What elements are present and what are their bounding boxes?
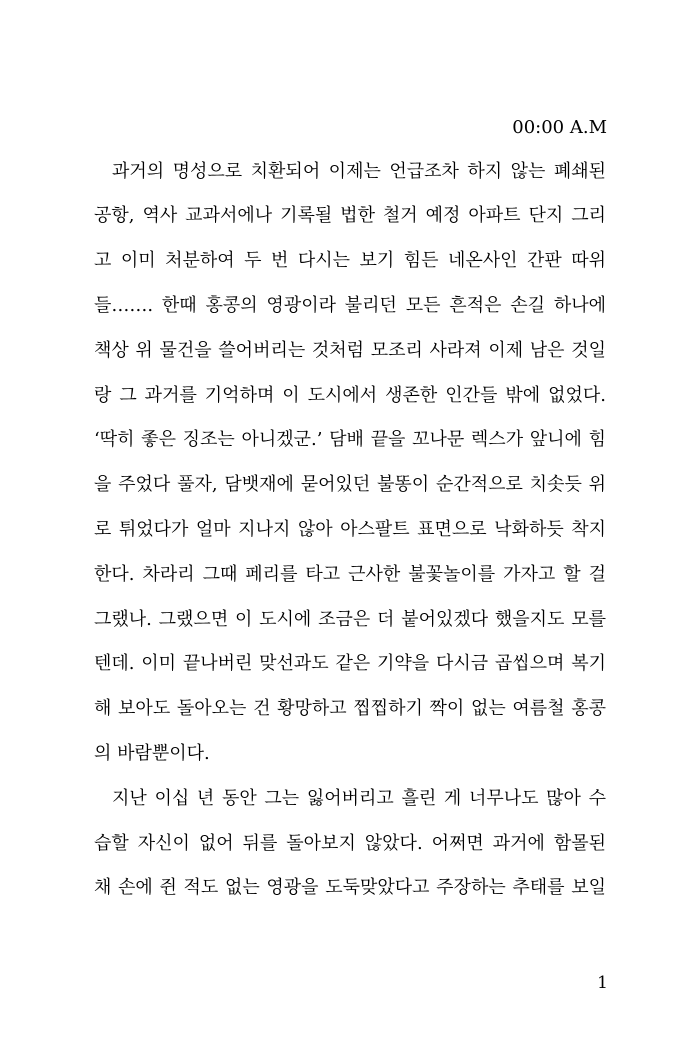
paragraph-1-line-14: 의 바람뿐이다. (94, 743, 210, 764)
paragraph-1-line-1: 과거의 명성으로 치환되어 이제는 언급조차 하지 않는 폐쇄된 (112, 161, 606, 182)
paragraph-2-line-1: 지난 이십 년 동안 그는 잃어버리고 흘린 게 너무나도 많아 수 (112, 788, 606, 809)
paragraph-1-line-7: ‘딱히 좋은 징조는 아니겠군.’ 담배 끝을 꼬나문 렉스가 앞니에 힘 (94, 429, 606, 450)
paragraph-1-line-12: 텐데. 이미 끝나버린 맞선과도 같은 기약을 다시금 곱씹으며 복기 (94, 653, 606, 674)
paragraph-1-line-10: 한다. 차라리 그때 페리를 타고 근사한 불꽃놀이를 가자고 할 걸 (94, 564, 606, 585)
time-heading: 00:00 A.M (512, 117, 607, 138)
paragraph-1-line-3: 고 이미 처분하여 두 번 다시는 보기 힘든 네온사인 간판 따위 (94, 250, 606, 271)
paragraph-1-line-8: 을 주었다 풀자, 담뱃재에 묻어있던 불똥이 순간적으로 치솟듯 위 (94, 474, 606, 495)
paragraph-1-line-11: 그랬나. 그랬으면 이 도시에 조금은 더 붙어있겠다 했을지도 모를 (94, 609, 606, 630)
paragraph-1-line-6: 랑 그 과거를 기억하며 이 도시에서 생존한 인간들 밖에 없었다. (94, 385, 606, 406)
paragraph-2-line-3: 채 손에 쥔 적도 없는 영광을 도둑맞았다고 주장하는 추태를 보일 (94, 877, 606, 898)
paragraph-1-line-2: 공항, 역사 교과서에나 기록될 법한 철거 예정 아파트 단지 그리 (94, 205, 606, 226)
page-number: 1 (597, 973, 608, 993)
paragraph-1-line-13: 해 보아도 돌아오는 건 황망하고 찝찝하기 짝이 없는 여름철 홍콩 (94, 698, 606, 719)
paragraph-1-line-9: 로 튀었다가 얼마 지나지 않아 아스팔트 표면으로 낙화하듯 착지 (94, 519, 606, 540)
paragraph-1-line-5: 책상 위 물건을 쓸어버리는 것처럼 모조리 사라져 이제 남은 것일 (94, 340, 606, 361)
paragraph-1-line-4: 들……. 한때 홍콩의 영광이라 불리던 모든 흔적은 손길 하나에 (94, 295, 606, 316)
paragraph-2-line-2: 습할 자신이 없어 뒤를 돌아보지 않았다. 어쩌면 과거에 함몰된 (94, 833, 606, 854)
